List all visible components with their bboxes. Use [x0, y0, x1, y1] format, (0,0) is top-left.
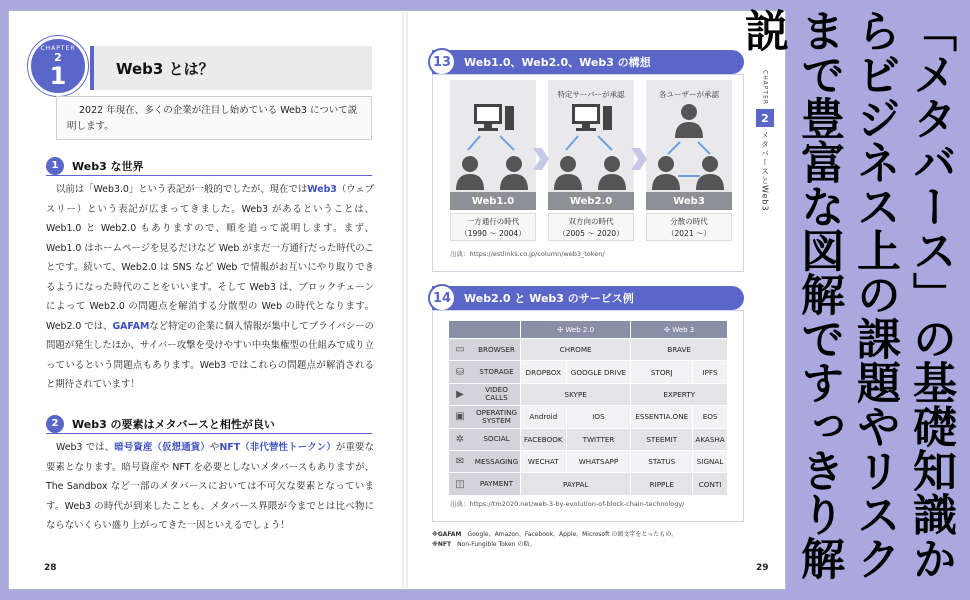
table-cell: IPFS	[693, 361, 728, 383]
table-cell: SKYPE	[521, 383, 631, 405]
table-cell: STORJ	[631, 361, 693, 383]
section-2-body: Web3 では、暗号資産（仮想通貨）やNFT（非代替性トークン）が重要な要素となります。暗号資産や NFT を必要としないメタバースもありますが、The Sandbox など一部のメタバースにおいては不可欠な要素となっています。Web3 の時代が到来したことも、メタバース界隈が今までとは比べ物にならないくらい盛り上がってきた一因といえるでしょう！	[46, 442, 374, 531]
chapter-label: CHAPTER	[40, 45, 76, 52]
category-icon: ◫	[455, 478, 465, 490]
table-cell: WHATSAPP	[566, 450, 631, 472]
web3-description: 分散の時代 （2021 ～）	[646, 213, 732, 241]
table-cell: SIGNAL	[693, 450, 728, 472]
table-cell: PAYPAL	[521, 473, 631, 495]
footnotes	[432, 530, 677, 550]
side-chapter-number: 2	[756, 109, 774, 127]
table-cell: FACEBOOK	[521, 428, 567, 450]
table-cell: EXPERTY	[631, 383, 728, 405]
category-icon: ✲	[455, 433, 465, 445]
table-cell: BRAVE	[631, 339, 728, 361]
section-2-title: Web3 の要素はメタバースと相性が良い	[72, 417, 275, 431]
table-cell: WECHAT	[521, 450, 567, 472]
table-header-web2: ✣ Web 2.0	[521, 321, 631, 339]
web3-label: Web3	[646, 192, 732, 210]
web3-top-label: 各ユーザーが承認	[659, 90, 719, 99]
table-cell: GOOGLE DRIVE	[566, 361, 631, 383]
term-web3: Web3	[307, 184, 337, 195]
intro-box: 2022 年現在、多くの企業が注目し始めている Web3 について説明します。	[56, 96, 372, 140]
section-number: 1	[49, 62, 67, 90]
table-cell: ESSENTIA.ONE	[631, 406, 693, 428]
section-1-body: 以前は「Web3.0」という表記が一般的でしたが、現在ではWeb3（ウェブスリー）という表記が広まってきました。Web3 があるということは、Web1.0 と Web2.0 もありますので、順を追って説明します。まず、Web1.0 はホームページを見るだけなど Web がまだ一方通行だった時代のことです。続いて、Web2.0 は SNS など Web で情報がお互いにやり取りできるようになった時代のことをいいます。そして Web3 は、ブロックチェーンによって Web2.0 の問題点を解消する分散型の Web の時代となります。Web2.0 では、GAFAMなど特定の企業に個人情報が集中してプライバシーの問題が発生したほか、サイバー攻撃を受けやすい中央集権型の仕組みで成り立っているという問題点もあります。Web3 ではこれらの問題点が解消されると期待されています！	[46, 184, 374, 390]
term-nft: NFT（非代替性トークン）	[219, 442, 336, 453]
page-number-right: 29	[756, 563, 769, 573]
category-icon: ✉	[455, 456, 465, 468]
table-cell-category: ✲ SOCIAL	[449, 428, 521, 450]
web1-description: 一方通行の時代 （1990 ～ 2004）	[450, 213, 536, 241]
figure-14-title: Web2.0 と Web3 のサービス例	[464, 292, 634, 305]
chapter-badge	[28, 36, 88, 96]
category-icon: ▭	[455, 344, 465, 356]
section-heading-2	[46, 414, 372, 434]
table-header-category	[449, 321, 521, 339]
section-2-number: 2	[46, 415, 64, 433]
web3-illustration-icon	[646, 100, 732, 192]
side-chapter-title: メタバースとWeb3	[760, 131, 770, 212]
web1-label: Web1.0	[450, 192, 536, 210]
table-cell: Android	[521, 406, 567, 428]
table-cell: STATUS	[631, 450, 693, 472]
table-cell: DROPBOX	[521, 361, 567, 383]
chapter-number: 2	[54, 51, 62, 64]
figure-14-number: 14	[428, 284, 456, 312]
table-cell-category: ▶ VIDEO CALLS	[449, 383, 521, 405]
table-cell: AKASHA	[693, 428, 728, 450]
figure-13-header	[432, 50, 744, 74]
service-table	[448, 320, 728, 496]
footnote-nft: ※NFT Non-Fungible Token の略。	[432, 541, 536, 548]
table-header-row	[449, 321, 728, 339]
term-crypto: 暗号資産（仮想通貨）	[114, 442, 210, 453]
figure-13-title: Web1.0、Web2.0、Web3 の構想	[464, 56, 651, 69]
section-1-title: Web3 な世界	[72, 159, 144, 173]
figure-14-source: 出典：https://tm2020.net/web-3-by-evolution-of-block-chain-technology/	[450, 500, 685, 508]
table-header-web3: ✣ Web 3	[631, 321, 728, 339]
side-chapter-label: CHAPTER	[761, 70, 769, 106]
table-row	[449, 406, 728, 428]
table-cell: CONTI	[693, 473, 728, 495]
table-cell-category: ✉ MESSAGING	[449, 450, 521, 472]
category-icon: ▶	[456, 388, 464, 400]
section-heading-1	[46, 156, 372, 176]
table-cell: TWITTER	[566, 428, 631, 450]
page-title: Web3 とは？	[116, 59, 214, 78]
figure-13-source: 出典：https://estlinks.co.jp/column/web3_token/	[450, 250, 605, 258]
table-row	[449, 361, 728, 383]
section-1-number: 1	[46, 157, 64, 175]
category-icon: ▣	[455, 411, 465, 423]
table-cell-category: ▣ OPERATING SYSTEM	[449, 406, 521, 428]
web2-label: Web2.0	[548, 192, 634, 210]
web2-illustration-icon	[548, 100, 634, 192]
book-gutter	[402, 11, 408, 589]
table-cell: STEEMIT	[631, 428, 693, 450]
table-cell-category: ⛁ STORAGE	[449, 361, 521, 383]
page-title-bar	[90, 46, 372, 90]
figure-13-number: 13	[428, 48, 456, 76]
page-number-left: 28	[44, 563, 57, 573]
table-row	[449, 450, 728, 472]
table-cell-category: ▭ BROWSER	[449, 339, 521, 361]
table-cell: CHROME	[521, 339, 631, 361]
footnote-gafam: ※GAFAM Google、Amazon、Facebook、Apple、Microsoft の頭文字をとったもの。	[432, 531, 677, 538]
web1-illustration-icon	[450, 100, 536, 192]
web2-top-label: 特定サーバーが承認	[557, 90, 625, 99]
table-cell: RIPPLE	[631, 473, 693, 495]
table-row	[449, 383, 728, 405]
category-icon: ⛁	[455, 366, 465, 378]
table-row	[449, 339, 728, 361]
table-row	[449, 428, 728, 450]
term-gafam: GAFAM	[112, 320, 150, 332]
catchphrase: 「メタバース」の基礎知識からビジネス上の課題やリスクまで豊富な図解ですっきり解説	[737, 8, 956, 580]
figure-14-header	[432, 286, 744, 310]
table-cell: IOS	[566, 406, 631, 428]
table-row	[449, 473, 728, 495]
table-cell-category: ◫ PAYMENT	[449, 473, 521, 495]
table-cell: EOS	[693, 406, 728, 428]
web2-description: 双方向の時代 （2005 ～ 2020）	[548, 213, 634, 241]
